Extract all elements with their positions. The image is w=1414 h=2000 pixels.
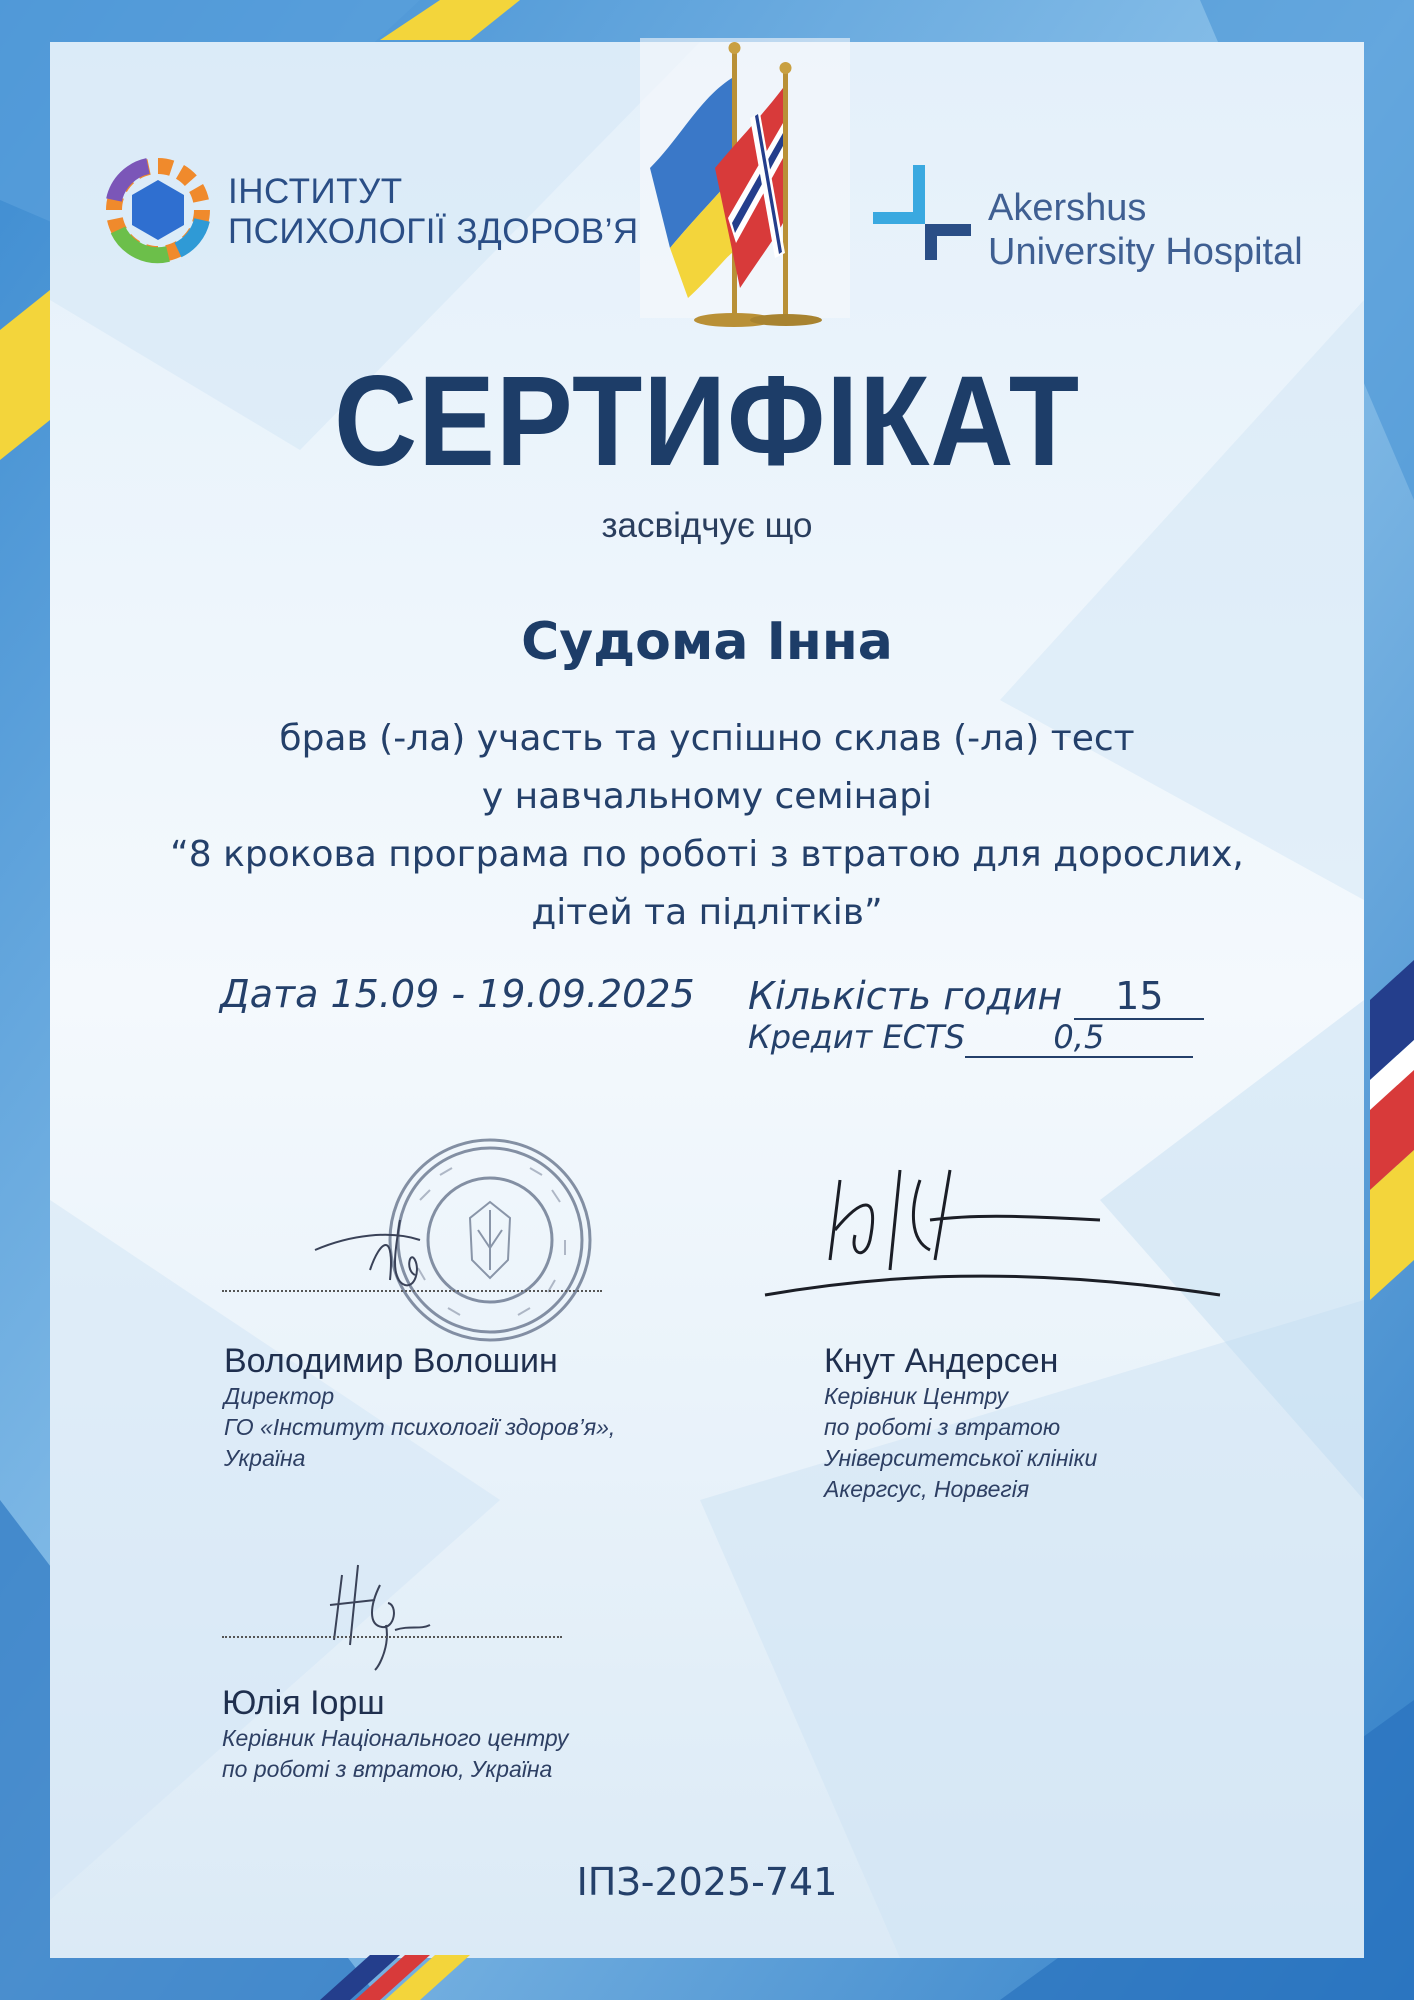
hospital-logo-text: [988, 186, 1303, 274]
signatory-2: [824, 1342, 1097, 1505]
course-date: Дата 15.09 - 19.09.2025: [220, 972, 695, 1016]
signatory-2-role-2: по роботі з втратою: [824, 1414, 1061, 1440]
body-line-3: “8 крокова програма по роботі з втратою для дорослих,: [170, 834, 1244, 875]
ukraine-norway-flags-icon: [640, 28, 860, 328]
signatory-1-role-3: Україна: [224, 1445, 306, 1471]
ahus-cross-logo-icon: [873, 160, 973, 270]
signature-voloshyn: [310, 1180, 470, 1320]
signatory-1: [224, 1342, 615, 1474]
signatory-1-role-2: ГО «Інститут психології здоров’я»,: [224, 1414, 616, 1440]
signatory-1-role-1: Директор: [224, 1383, 335, 1409]
body-line-4: дітей та підлітків”: [531, 892, 883, 933]
signatory-2-role-3: Університетської клініки: [824, 1445, 1098, 1471]
signatory-2-name: Кнут Андерсен: [824, 1342, 1059, 1380]
hours-label: Кількість годин: [748, 974, 1063, 1018]
certificate-body: [80, 710, 1334, 942]
institute-line1: ІНСТИТУТ: [228, 172, 403, 211]
signature-line-3: [222, 1636, 562, 1638]
ects-row: [748, 1018, 1193, 1058]
ects-value: 0,5: [965, 1018, 1193, 1058]
institute-line2: ПСИХОЛОГІЇ ЗДОРОВ’Я: [228, 212, 639, 251]
certificate-id: ІПЗ-2025-741: [576, 1860, 838, 1904]
signatory-2-role-1: Керівник Центру: [824, 1383, 1009, 1409]
signatory-3-role-1: Керівник Національного центру: [222, 1725, 569, 1751]
ects-label: Кредит ECTS: [748, 1018, 965, 1056]
signatory-3: [222, 1684, 568, 1785]
certificate-title: СЕРТИФІКАТ: [334, 350, 1080, 493]
hours-row: [748, 974, 1204, 1020]
hospital-line1: Akershus: [988, 187, 1147, 229]
signature-line-1: [222, 1290, 602, 1292]
certificate-subtitle: засвідчує що: [601, 506, 813, 545]
signatory-3-name: Юлія Іорш: [222, 1684, 385, 1722]
body-line-2: у навчальному семінарі: [481, 776, 933, 817]
hospital-line2: University Hospital: [988, 231, 1303, 273]
institute-logo-text: [228, 172, 639, 252]
signatory-2-role-4: Акергсус, Норвегія: [824, 1476, 1030, 1502]
hours-value: 15: [1074, 974, 1204, 1020]
body-line-1: брав (-ла) участь та успішно склав (-ла) тест: [279, 718, 1135, 759]
hexagon-gear-logo-icon: [100, 155, 216, 265]
signature-andersen: [760, 1160, 1230, 1310]
signature-iorsh: [320, 1545, 440, 1675]
recipient-name: Судома Інна: [521, 612, 893, 672]
signatory-3-role-2: по роботі з втратою, Україна: [222, 1756, 553, 1782]
signatory-1-name: Володимир Волошин: [224, 1342, 558, 1380]
